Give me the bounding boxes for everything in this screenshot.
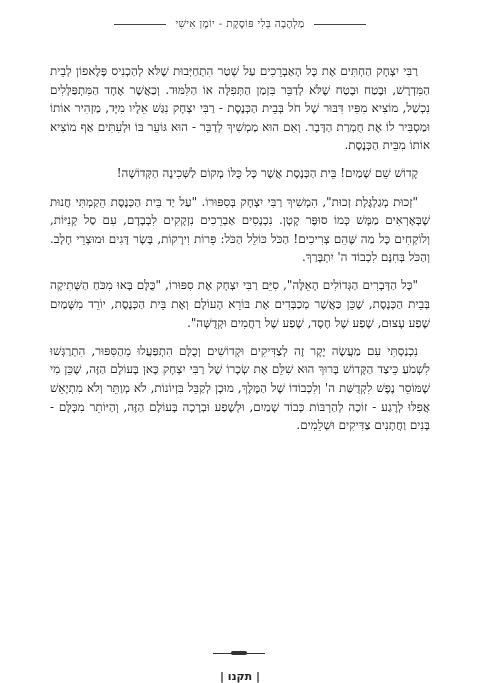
header-rule-left (114, 24, 166, 25)
paragraph: נִכְנַסְתִּי עִם מַעֲשֶׂה יָקָר זֶה לְצַדִּיקִים וּקְדוֹשִׁים וְכֻלָּם הִתְפַּעֲלוּ מֵהַסִּפּוּר, הִתְרַגְּשׁוּ לִשְׁמֹעַ כֵּיצַד הַקָּדוֹשׁ בָּרוּךְ הוּא שִׁלֵּם אֶת שְׂכָרוֹ שֶׁל רַבִּי יִצְחָק כָּאן בָּעוֹלָם הַזֶּה, שֶׁכֵּן מִי שֶׁמּוֹסֵר נֶפֶשׁ לִקְדֻשַּׁת ה' וְלִכְבוֹדוֹ שֶׁל הַמֶּלֶךְ, מוּכָן לְקַבֵּל בִּזְיוֹנוֹת, לֹא מְוַתֵּר וְלֹא מִתְיָאֵשׁ אֲפִלּוּ לְרֶגַע - זוֹכֶה לְהַרְבּוֹת כְּבוֹד שָׁמַיִם, וּלְשֶׁפַע וּבְרָכָה בָּעוֹלָם הַזֶּה, וְהַיּוֹתֵר מִכָּלָּם - בָּנִים וַחֲתָנִים צַדִּיקִים וּשְׁלֵמִים. (50, 343, 430, 433)
paragraph: קָדוֹשׁ שֵׁם שָׁמַיִם! בֵּית הַכְּנֶסֶת אֲשֶׁר כָּל כֻּלּוֹ מְקוֹם לַשְּׁכִינָה הַקְּדוֹשָׁה! (116, 166, 418, 181)
page-number: | תקנו | (219, 670, 261, 683)
header-rule-right (314, 24, 366, 25)
ornamental-divider (213, 653, 265, 658)
paragraph: "כָּל הַדְּבָרִים הַגְּדוֹלִים הָאֵלֶּה", סִיֵּם רַבִּי יִצְחָק אֶת סִפּוּרוֹ, "כֻּלָּם בָּאוּ מִכֹּחַ הַשְּׁתִיקָה בְּבֵית הַכְּנֶסֶת, שֶׁכֵּן כַּאֲשֶׁר מְכַבְּדִים אֶת בּוֹרֵא הָעוֹלָם וְאֶת בֵּית הַכְּנֶסֶת, יוֹרֵד מִשָּׁמַיִם שֶׁפַע עָצוּם, שֶׁפַע שֶׁל חֶסֶד, שֶׁפַע שֶׁל רַחֲמִים וּקְדֻשָּׁה". (50, 278, 430, 330)
paragraph: "זְכוּת מְגַלְגֶּלֶת זְכוּת", הִמְשִׁיךְ רַבִּי יִצְחָק בְּסִפּוּרוֹ. "עַל יַד בֵּית הַכְּנֶסֶת הֵקַמְתִּי חֲנוּת שֶׁבְּאָרְאִים מַמָּשׁ כְּמוֹ סוּפֶּר קָטָן. נִכְנָסִים אַבְרֵכִים נִזְקָקִים לִבְבָדָם, עִם סַל קְנִיּוֹת, וְלוֹקְחִים כָּל מַה שֶּׁהֵם צְרִיכִים! הַכֹּל כּוֹלֵל הַכֹּל: פֵּרוֹת וִירָקוֹת, בָּשָׂר דָּגִים וּמוּצְרֵי חָלָב. וְהַכֹּל בְּחִנָּם לִכְבוֹד ה' יִתְבָּרַךְ. (50, 194, 430, 265)
body-text (50, 62, 430, 444)
header-title: מַלְהֶבָה בְּלִי פּוֹסֶקֶת - יוֹמָן אִישִׁי (175, 18, 305, 30)
running-header (0, 16, 480, 32)
paragraph: רַבִּי יִצְחָק הַחְתִּים אֶת כָּל הָאַבְרֵכִים עַל שְׁטַר הִתְחַיְּבוּת שֶׁלֹּא לְהַכְנִיס פֶּלֶאפוֹן לְבֵית הַמִּדְרָשׁ, וּבֶטַח וּבֶטַח שֶׁלֹּא לְדַבֵּר בִּזְמַן הַתְּפִלָּה אוֹ הַלִּמּוּד. וְכַאֲשֶׁר אֶחָד הַמִּתְפַּלְּלִים נִכְשַׁל, מוֹצִיא מִפִּיו דִּבּוּר שֶׁל חֹל בְּבֵית הַכְּנֶסֶת - רַבִּי יִצְחָק נִגַּשׁ אֵלָיו מִיָּד, מַזְהִיר אוֹתוֹ וּמַסְבִּיר לוֹ אֶת חֻמְרַת הַדָּבָר. וְאִם הוּא מַמְשִׁיךְ לְדַבֵּר - הוּא גּוֹעֵר בּוֹ וּלְעִתִּים אַף מוֹצִיא אוֹתוֹ מִבֵּית הַכְּנֶסֶת. (50, 64, 430, 153)
